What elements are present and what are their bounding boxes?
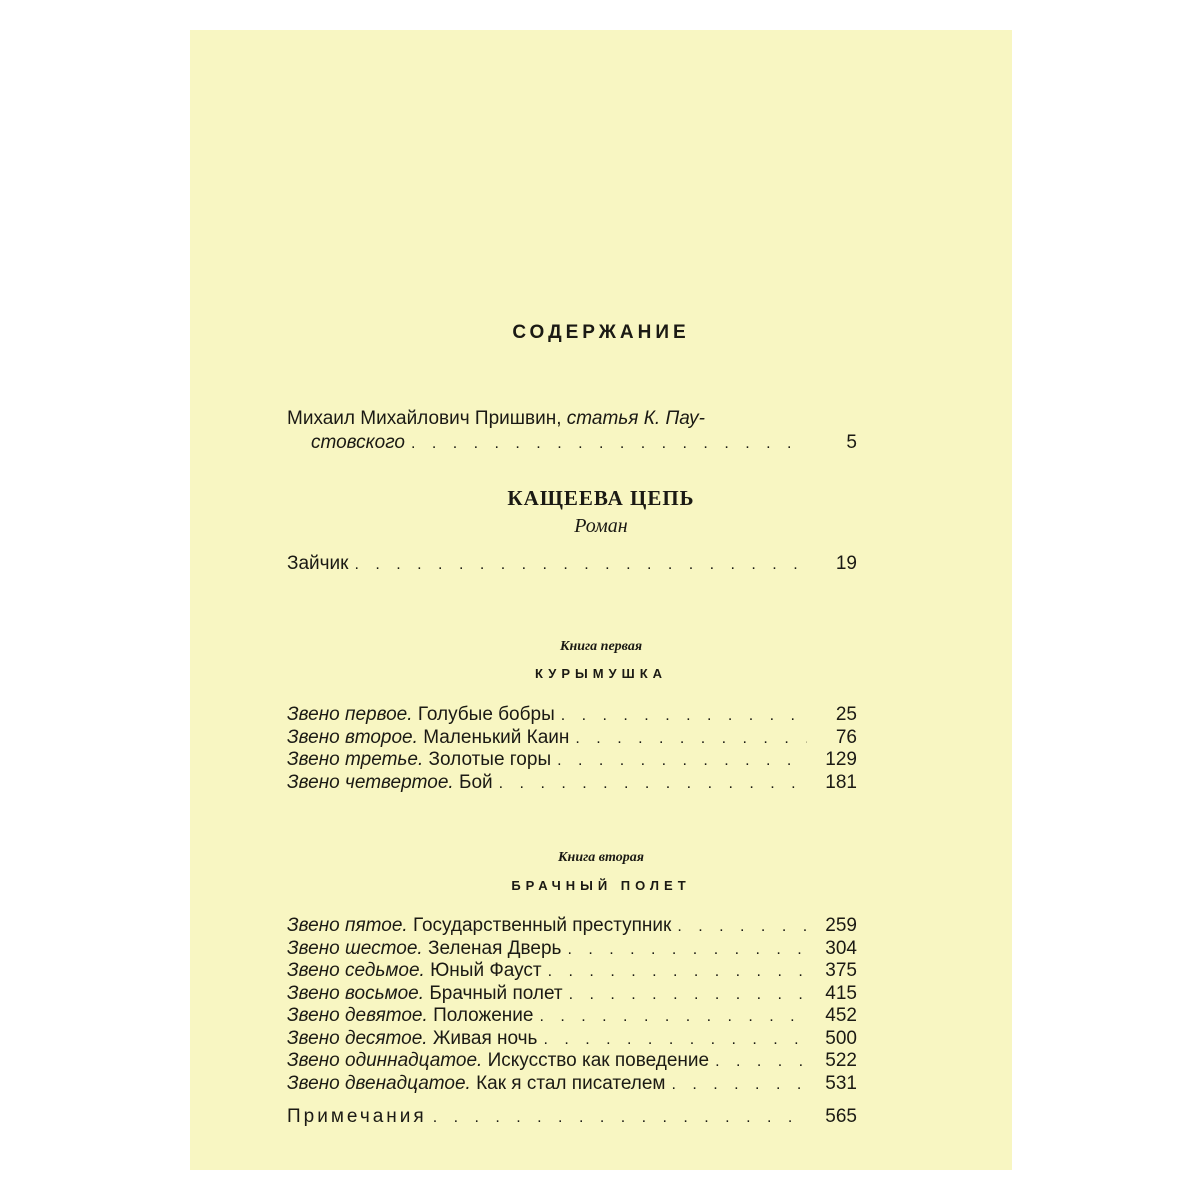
toc-entry-intro-line2 <box>287 431 857 455</box>
toc-entry-intro-line1 <box>287 407 857 431</box>
entry-prefix: Звено десятое. <box>287 1027 428 1049</box>
toc-entry <box>287 1027 857 1051</box>
toc-entry <box>287 703 857 727</box>
book1-label: Книга первая <box>559 639 643 654</box>
entry-title: Голубые бобры <box>417 704 555 725</box>
book2-name: БРАЧНЫЙ ПОЛЕТ <box>511 878 691 893</box>
page-number: 375 <box>825 960 857 981</box>
entry-title: Зеленая Дверь <box>427 937 562 959</box>
page-title: СОДЕРЖАНИЕ <box>512 322 690 343</box>
entry-prefix: Звено пятое. <box>287 915 408 936</box>
page-number: 531 <box>825 1072 857 1094</box>
leader-dots <box>561 704 807 727</box>
toc-entry <box>287 1004 857 1028</box>
leader-dots <box>543 1028 807 1051</box>
entry-prefix: Звено второе. <box>287 726 418 748</box>
book2-label: Книга вторая <box>558 850 644 865</box>
leader-dots <box>569 983 807 1006</box>
entry-title: Положение <box>433 1005 534 1026</box>
page-number: 565 <box>825 1106 857 1127</box>
entry-title: Примечания <box>287 1106 427 1127</box>
toc-entry <box>287 1072 857 1096</box>
leader-dots <box>499 772 807 795</box>
entry-title: Маленький Каин <box>423 726 570 748</box>
toc-entry-notes <box>287 1105 857 1129</box>
page-number: 452 <box>825 1005 857 1026</box>
page-number: 304 <box>825 937 857 959</box>
page-number: 259 <box>825 915 857 936</box>
toc-entry <box>287 959 857 983</box>
leader-dots <box>354 553 807 576</box>
entry-prefix: Звено восьмое. <box>287 982 425 1004</box>
toc-entry <box>287 937 857 961</box>
entry-prefix: Звено двенадцатое. <box>287 1072 471 1094</box>
toc-entry <box>287 914 857 938</box>
entry-prefix: Звено одиннадцатое. <box>287 1050 483 1071</box>
toc-entry-prologue <box>287 552 857 576</box>
toc-entry <box>287 982 857 1006</box>
page-number: 181 <box>825 772 857 794</box>
novel-subtitle: Роман <box>574 515 628 537</box>
page-number: 25 <box>835 704 857 725</box>
toc-entry <box>287 726 857 750</box>
leader-dots <box>411 432 807 455</box>
entry-title: Как я стал писателем <box>476 1072 666 1094</box>
leader-dots <box>715 1050 807 1073</box>
entry-title: Искусство как поведение <box>487 1050 710 1071</box>
page-number: 129 <box>825 749 857 771</box>
toc-entry <box>287 1049 857 1073</box>
entry-prefix: Звено шестое. <box>287 937 423 959</box>
leader-dots <box>575 727 807 750</box>
leader-dots <box>677 915 807 938</box>
leader-dots <box>539 1005 807 1028</box>
entry-prefix: Звено первое. <box>287 704 413 725</box>
entry-prefix: Звено четвертое. <box>287 772 454 794</box>
leader-dots <box>433 1106 807 1129</box>
entry-title: Зайчик <box>287 553 349 574</box>
entry-title: Брачный полет <box>429 982 563 1004</box>
entry-title: Золотые горы <box>428 749 552 771</box>
page-number: 5 <box>846 432 857 453</box>
entry-prefix: Звено девятое. <box>287 1005 428 1026</box>
entry-prefix: Звено седьмое. <box>287 960 425 981</box>
leader-dots <box>557 749 807 772</box>
leader-dots <box>671 1073 807 1096</box>
toc-entry <box>287 771 857 795</box>
entry-prefix: Звено третье. <box>287 749 424 771</box>
page-number: 522 <box>825 1050 857 1071</box>
leader-dots <box>567 938 807 961</box>
entry-title: Бой <box>459 772 493 794</box>
intro-article: статья К. Пау- <box>566 408 705 429</box>
entry-title: Живая ночь <box>432 1027 538 1049</box>
entry-title: Юный Фауст <box>430 960 542 981</box>
book1-name: КУРЫМУШКА <box>534 666 668 681</box>
intro-author: Михаил Михайлович Пришвин, <box>287 408 562 429</box>
entry-title: Государственный преступник <box>412 915 672 936</box>
page-number: 500 <box>825 1027 857 1049</box>
page-number: 76 <box>835 726 857 748</box>
page-number: 415 <box>825 982 857 1004</box>
toc-entry <box>287 748 857 772</box>
page-number: 19 <box>835 553 857 574</box>
novel-title: КАЩЕЕВА ЦЕПЬ <box>507 486 695 510</box>
leader-dots <box>548 960 807 983</box>
intro-article-cont: стовского <box>311 432 405 453</box>
